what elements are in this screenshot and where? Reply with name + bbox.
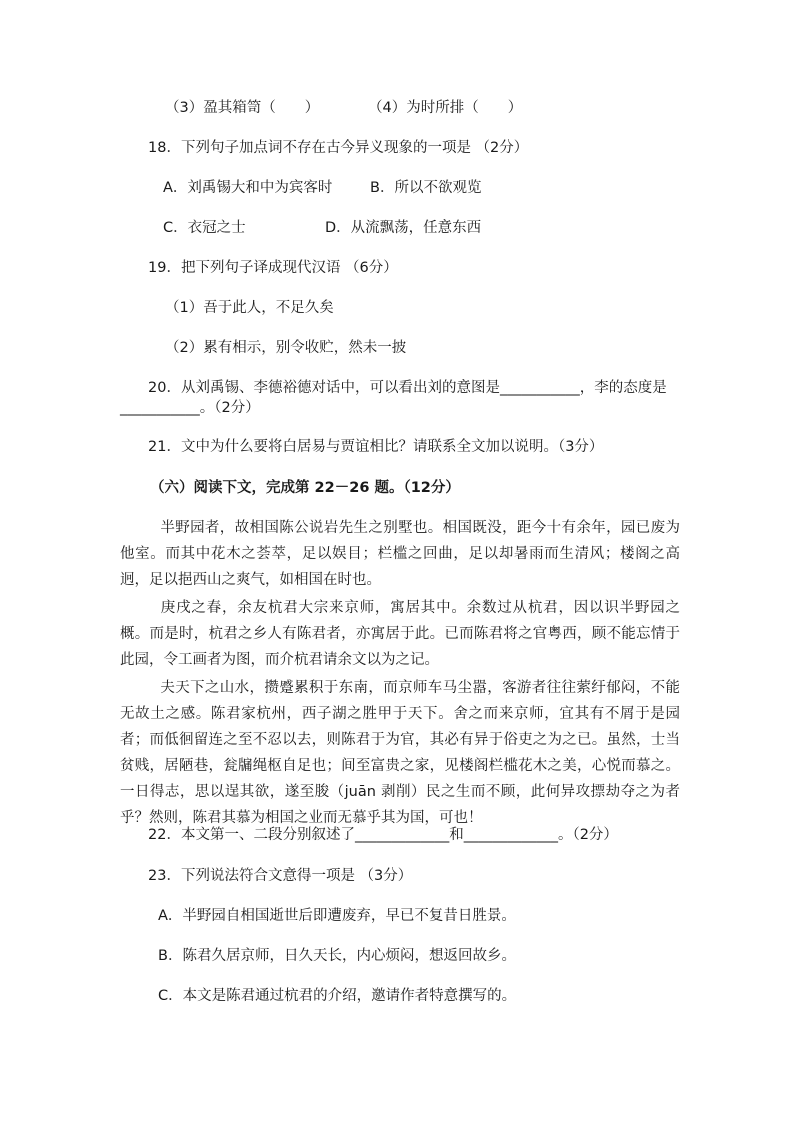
passage-paragraph-2-text: 庚戌之春，余友杭君大宗来京师，寓居其中。余数过从杭君，因以识半野园之概。而是时，杭君之乡人有陈君者，亦寓居于此。已而陈君将之官粤西，顾不能忘情于此园，令工画者为图，而介杭君请余文以为之记。 <box>120 600 680 668</box>
q23-option-b: B．陈君久居京师，日久天长，内心烦闷，想返回故乡。 <box>158 948 516 964</box>
q18-option-a: A．刘禹锡大和中为宾客时 <box>163 180 333 196</box>
q20-line-2: ___________。（2分） <box>120 400 260 416</box>
q19-sentence-1: （1）吾于此人，不足久矣 <box>165 300 334 316</box>
q23-option-a: A．半野园自相国逝世后即遭废弃，早已不复昔日胜景。 <box>158 908 516 924</box>
q21-stem: 21．文中为什么要将白居易与贾谊相比？请联系全文加以说明。（3分） <box>148 439 604 455</box>
passage-paragraph-3 <box>120 675 680 831</box>
passage-paragraph-3-text: 夫天下之山水，攒蹙累积于东南，而京师车马尘嚣，客游者往往萦纡郁闷，不能无故土之感。陈君家杭州，西子湖之胜甲于天下。舍之而来京师，宜其有不屑于是园者；而低徊留连之至不忍以去，则陈君于为官，其必有异于俗吏之为之已。虽然，士当贫贱，居陋巷，瓮牖绳枢自足也；间至富贵之家，见楼阁栏槛花木之美，心悦而慕之。一日得志，思以逞其欲，遂至朘（juān 剥削）民之生而不顾，此何异攻摽劫夺之为者乎？然则，陈君其慕为相国之业而无慕乎其为国，可也！ <box>120 680 680 826</box>
q19-stem: 19．把下列句子译成现代汉语 （6分） <box>148 260 398 276</box>
section-6-heading: （六）阅读下文，完成第 22－26 题。（12分） <box>150 480 460 496</box>
q18-stem: 18．下列句子加点词不存在古今异义现象的一项是 （2分） <box>148 140 529 156</box>
q23-option-c: C．本文是陈君通过杭君的介绍，邀请作者特意撰写的。 <box>158 988 517 1004</box>
q22-stem: 22．本文第一、二段分别叙述了_____________和_____________。（2分） <box>148 827 618 843</box>
passage-paragraph-1 <box>120 515 680 593</box>
q18-option-b: B．所以不欲观览 <box>370 180 482 196</box>
q18-option-d: D．从流飘荡，任意东西 <box>325 220 482 236</box>
q17-item-3: （3）盈其箱笥（ ） <box>165 100 320 116</box>
passage-paragraph-2 <box>120 595 680 673</box>
q17-item-4: （4）为时所排（ ） <box>368 100 523 116</box>
passage-paragraph-1-text: 半野园者，故相国陈公说岩先生之别墅也。相国既没，距今十有余年，园已废为他室。而其中花木之荟萃，足以娱目；栏槛之回曲，足以却暑雨而生清风；楼阁之高迥，足以挹西山之爽气，如相国在时也。 <box>120 520 680 588</box>
q23-stem: 23．下列说法符合文意得一项是 （3分） <box>148 868 413 884</box>
q19-sentence-2: （2）累有相示，别令收贮，然未一披 <box>165 340 407 356</box>
q18-option-c: C．衣冠之士 <box>163 220 246 236</box>
q20-line-1: 20．从刘禹锡、李德裕德对话中，可以看出刘的意图是___________，李的态度是 <box>148 380 667 396</box>
